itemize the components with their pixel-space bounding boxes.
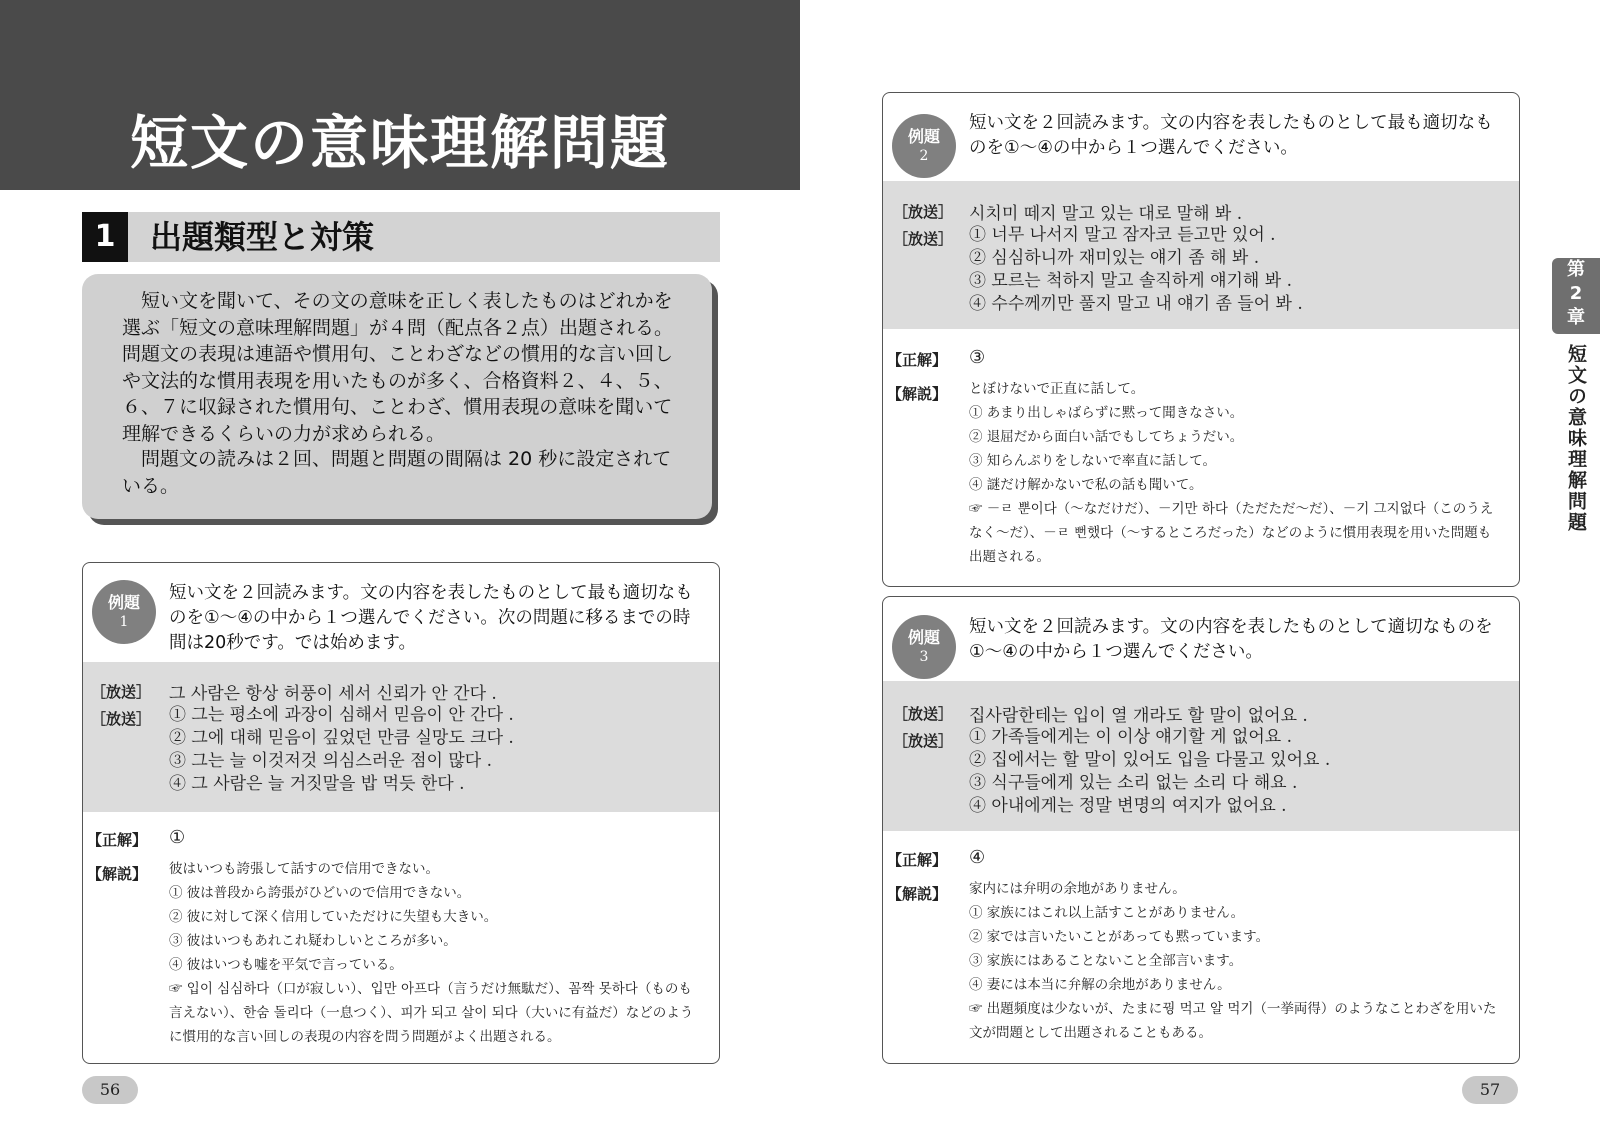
- option-list: [969, 726, 1330, 818]
- example-instruction: 短い文を２回読みます。文の内容を表したものとして最も適切なものを①～④の中から１つ選んでください。: [969, 113, 1493, 158]
- explanation-note: ☞ －ㄹ 뿐이다（～なだけだ）、－기만 하다（ただただ～だ）、－기 그지없다（このうえなく～だ）、－ㄹ 뻔했다（～するところだった）などのように慣用表現を用いた問題も出題される。: [969, 501, 1494, 565]
- intro-paragraph-1: 短い文を聞いて、その文の意味を正しく表したものはどれかを選ぶ「短文の意味理解問題」が４問（配点各２点）出題される。問題文の表現は連語や慣用句、ことわざなどの慣用的な言い回しや文法的な慣用表現を用いたものが多く、合格資料２、４、５、６、７に収録された慣用句、ことわざ、慣用表現の意味を聞いて理解できるくらいの力が求められる。: [122, 290, 674, 445]
- broadcast-label: ［放送］: [893, 203, 954, 221]
- option-item: ① 가족들에게는 이 이상 얘기할 게 없어요 .: [969, 727, 1292, 747]
- example-badge: [892, 114, 956, 178]
- explanation-label: 【解説】: [887, 385, 948, 403]
- answer-value: ③: [969, 347, 986, 368]
- answer-value: ④: [969, 847, 986, 868]
- intro-panel: [82, 274, 712, 519]
- example-badge: [892, 615, 956, 679]
- explanation-label: 【解説】: [887, 885, 948, 903]
- section-title: 出題類型と対策: [150, 218, 375, 256]
- chapter-header-banner: [0, 0, 800, 190]
- explanation-line: とぼけないで正直に話して。: [969, 381, 1145, 397]
- explanation-line: ③ 知らんぷりをしないで率直に話して。: [969, 453, 1217, 469]
- example-instruction: 短い文を２回読みます。文の内容を表したものとして最も適切なものを①～④の中から１つ選んでください。次の問題に移るまでの時間は20秒です。では始めます。: [169, 583, 693, 653]
- example-box-2: [882, 92, 1520, 587]
- example-badge: [92, 580, 156, 644]
- option-item: ② 심심하니까 재미있는 얘기 좀 해 봐 .: [969, 248, 1260, 268]
- example-badge-label: 例題: [907, 127, 940, 146]
- page-number-left: 56: [82, 1076, 138, 1104]
- explanation-line: ② 家では言いたいことがあっても黙っています。: [969, 929, 1270, 945]
- answer-label: 【正解】: [887, 351, 948, 369]
- chapter-tab: [1552, 258, 1600, 334]
- explanation-block: [169, 857, 699, 1049]
- explanation-line: ① あまり出しゃばらずに黙って聞きなさい。: [969, 405, 1244, 421]
- explanation-line: ③ 彼はいつもあれこれ疑わしいところが多い。: [169, 933, 457, 949]
- explanation-line: ① 彼は普段から誇張がひどいので信用できない。: [169, 885, 471, 901]
- page-title: 短文の意味理解問題: [129, 109, 670, 177]
- section-number: 1: [82, 212, 128, 262]
- explanation-block: [969, 877, 1504, 1045]
- example-box-3: [882, 596, 1520, 1064]
- example-badge-label: 例題: [107, 593, 140, 612]
- explanation-line: ④ 謎だけ解かないで私の話も聞いて。: [969, 477, 1203, 493]
- broadcast-label-2: ［放送］: [893, 230, 954, 248]
- broadcast-sentence: 시치미 떼지 말고 있는 대로 말해 봐 .: [969, 204, 1243, 224]
- option-item: ④ 아내에게는 정말 변명의 여지가 없어요 .: [969, 796, 1287, 816]
- option-item: ④ 수수께끼만 풀지 말고 내 얘기 좀 들어 봐 .: [969, 294, 1303, 314]
- section-heading: [82, 212, 720, 262]
- example-instruction: 短い文を２回読みます。文の内容を表したものとして適切なものを①～④の中から１つ選んでください。: [969, 617, 1493, 662]
- explanation-line: ④ 彼はいつも嘘を平気で言っている。: [169, 957, 403, 973]
- example-badge-label: 例題: [907, 628, 940, 647]
- explanation-line: ② 退屈だから面白い話でもしてちょうだい。: [969, 429, 1244, 445]
- explanation-line: 彼はいつも誇張して話すので信用できない。: [169, 861, 439, 877]
- example-badge-number: 2: [919, 148, 929, 164]
- explanation-line: ③ 家族にはあることないこと全部言います。: [969, 953, 1243, 969]
- answer-value: ①: [169, 827, 186, 848]
- broadcast-label-2: ［放送］: [91, 710, 152, 728]
- broadcast-sentence: 그 사람은 항상 허풍이 세서 신뢰가 안 간다 .: [169, 684, 497, 704]
- explanation-line: 家内には弁明の余地がありません。: [969, 881, 1186, 897]
- chapter-tab-char: 章: [1567, 307, 1585, 328]
- broadcast-label-2: ［放送］: [893, 732, 954, 750]
- chapter-side-title: 短文の意味理解問題: [1565, 344, 1587, 533]
- broadcast-label: ［放送］: [893, 705, 954, 723]
- option-item: ③ 식구들에게 있는 소리 없는 소리 다 해요 .: [969, 773, 1298, 793]
- explanation-line: ① 家族にはこれ以上話すことがありません。: [969, 905, 1245, 921]
- example-badge-number: 1: [119, 614, 129, 630]
- example-box-1: [82, 562, 720, 1064]
- explanation-line: ② 彼に対して深く信用していただけに失望も大きい。: [169, 909, 498, 925]
- explanation-note: ☞ 입이 심심하다（口が寂しい）、입만 아프다（言うだけ無駄だ）、꼼짝 못하다（ものも言えない）、한숨 돌리다（一息つく）、피가 되고 살이 되다（大いに有益だ）などのように慣用的な言い回しの表現の内容を問う問題がよく出題される。: [169, 981, 694, 1045]
- explanation-note: ☞ 出題頻度は少ないが、たまに꿩 먹고 알 먹기（一挙両得）のようなことわざを用いた文が問題として出題されることもある。: [969, 1001, 1497, 1041]
- intro-paragraph-2: 問題文の読みは２回、問題と問題の間隔は 20 秒に設定されている。: [122, 448, 672, 497]
- option-list: [969, 224, 1303, 316]
- broadcast-sentence: 집사람한테는 입이 열 개라도 할 말이 없어요 .: [969, 706, 1308, 726]
- option-item: ② 집에서는 할 말이 있어도 입을 다물고 있어요 .: [969, 750, 1331, 770]
- answer-label: 【正解】: [87, 831, 148, 849]
- option-item: ③ 그는 늘 이것저것 의심스러운 점이 많다 .: [169, 751, 492, 771]
- option-item: ③ 모르는 척하지 말고 솔직하게 얘기해 봐 .: [969, 271, 1292, 291]
- chapter-tab-char: 第: [1567, 259, 1585, 280]
- option-item: ② 그에 대해 믿음이 깊었던 만큼 실망도 크다 .: [169, 728, 514, 748]
- option-item: ④ 그 사람은 늘 거짓말을 밥 먹듯 한다 .: [169, 774, 465, 794]
- option-item: ① 그는 평소에 과장이 심해서 믿음이 안 간다 .: [169, 705, 514, 725]
- broadcast-label: ［放送］: [91, 683, 152, 701]
- explanation-label: 【解説】: [87, 865, 148, 883]
- example-badge-number: 3: [919, 649, 929, 665]
- page-number-right: 57: [1462, 1076, 1518, 1104]
- option-item: ① 너무 나서지 말고 잠자코 듣고만 있어 .: [969, 225, 1276, 245]
- explanation-block: [969, 377, 1504, 569]
- option-list: [169, 704, 514, 796]
- chapter-tab-char: 2: [1569, 283, 1583, 304]
- answer-label: 【正解】: [887, 851, 948, 869]
- explanation-line: ④ 妻には本当に弁解の余地がありません。: [969, 977, 1231, 993]
